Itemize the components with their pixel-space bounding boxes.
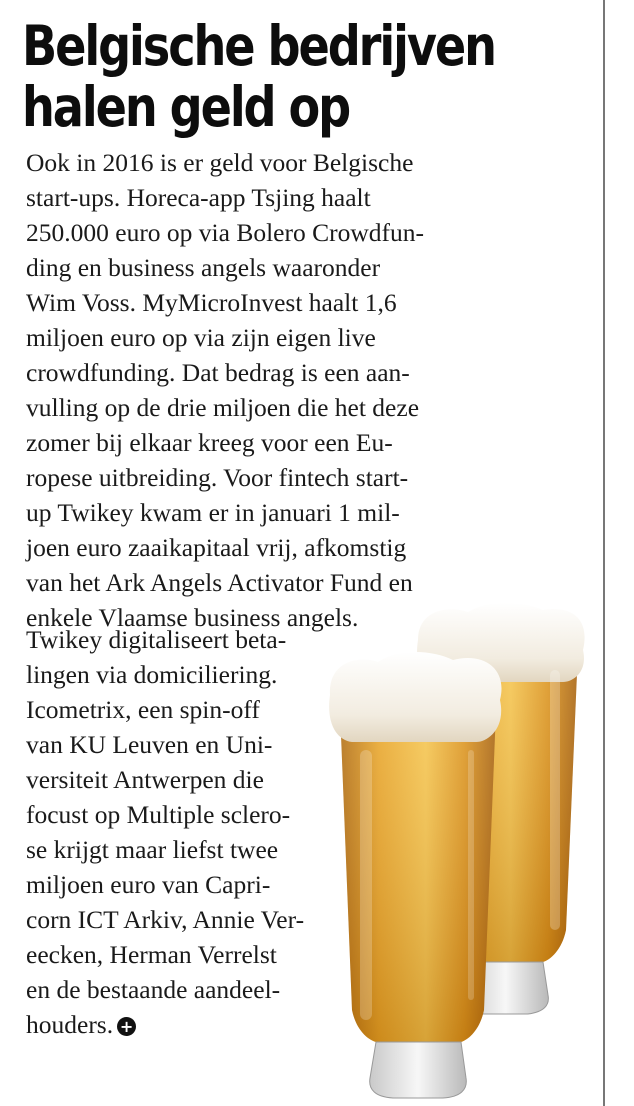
front-beer-glass xyxy=(329,652,501,1098)
body-line-last xyxy=(26,1007,356,1042)
article-body-narrow-column xyxy=(26,622,356,1042)
body-line: joen euro zaaikapitaal vrij, afkomstig xyxy=(26,533,407,562)
body-line: miljoen euro op via zijn eigen live xyxy=(26,323,376,352)
body-line: eecken, Herman Verrelst xyxy=(26,940,277,969)
body-line: ropese uitbreiding. Voor fintech start- xyxy=(26,463,409,492)
body-line: Ook in 2016 is er geld voor Belgische xyxy=(26,148,414,177)
body-line: focust op Multiple sclero- xyxy=(26,800,291,829)
article-body-full-width xyxy=(26,145,586,635)
body-line: start-ups. Horeca-app Tsjing haalt xyxy=(26,183,371,212)
body-line: Twikey digitaliseert beta- xyxy=(26,625,287,654)
body-line: vulling op de drie miljoen die het deze xyxy=(26,393,420,422)
body-line-text: houders. xyxy=(26,1010,114,1039)
headline-line-2: halen geld op xyxy=(22,75,350,139)
body-line: up Twikey kwam er in januari 1 mil- xyxy=(26,498,400,527)
plus-circle-icon: + xyxy=(117,1017,136,1036)
two-beer-glasses-icon xyxy=(318,600,608,1100)
body-line: corn ICT Arkiv, Annie Ver- xyxy=(26,905,305,934)
body-line: 250.000 euro op via Bolero Crowdfun- xyxy=(26,218,425,247)
body-line: ding en business angels waaronder xyxy=(26,253,381,282)
body-line: Icometrix, een spin-off xyxy=(26,695,260,724)
body-line: enkele Vlaamse business angels. xyxy=(26,603,359,632)
body-line: zomer bij elkaar kreeg voor een Eu- xyxy=(26,428,393,457)
body-line: van het Ark Angels Activator Fund en xyxy=(26,568,413,597)
article-headline xyxy=(22,16,509,138)
body-line: Wim Voss. MyMicroInvest haalt 1,6 xyxy=(26,288,397,317)
body-line: lingen via domiciliering. xyxy=(26,660,278,689)
body-line: van KU Leuven en Uni- xyxy=(26,730,273,759)
body-line: miljoen euro van Capri- xyxy=(26,870,271,899)
body-line: crowdfunding. Dat bedrag is een aan- xyxy=(26,358,410,387)
headline-line-1: Belgische bedrijven xyxy=(22,14,495,78)
body-line: versiteit Antwerpen die xyxy=(26,765,264,794)
body-line: se krijgt maar liefst twee xyxy=(26,835,279,864)
body-line: en de bestaande aandeel- xyxy=(26,975,281,1004)
